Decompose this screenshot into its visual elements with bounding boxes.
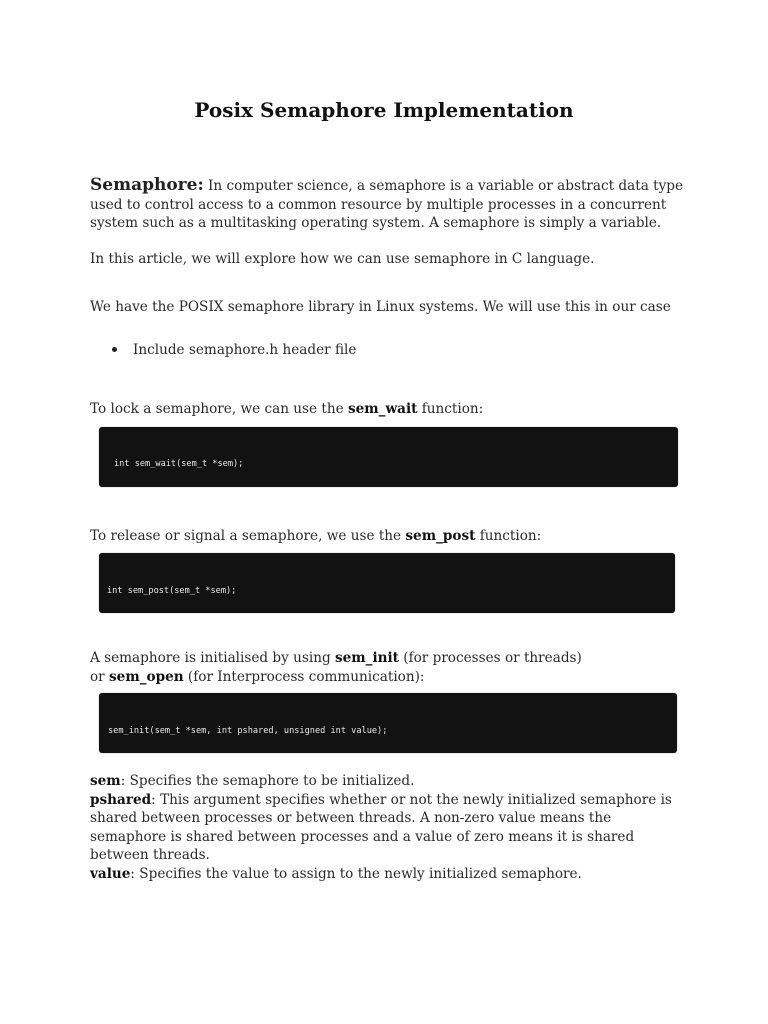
code-sem-wait: int sem_wait(sem_t *sem);: [114, 459, 244, 469]
bullet-dot: [112, 347, 117, 352]
lock-text-before: To lock a semaphore, we can use the: [90, 401, 348, 417]
param-sem: [90, 772, 690, 791]
bullet-text: Include semaphore.h header file: [133, 342, 357, 358]
param-desc-value: : Specifies the value to assign to the newly initialized semaphore.: [130, 865, 582, 882]
init-paragraph: [90, 649, 690, 686]
posix-paragraph: We have the POSIX semaphore library in Linux systems. We will use this in our case: [90, 299, 671, 315]
release-text-before: To release or signal a semaphore, we use the: [90, 528, 406, 544]
sem-wait-keyword: sem_wait: [347, 401, 418, 417]
init-text-middle: (for processes or threads): [398, 650, 582, 666]
param-desc-sem: : Specifies the semaphore to be initialized.: [120, 773, 415, 789]
param-name-pshared: pshared: [90, 791, 152, 808]
param-value: [90, 865, 690, 884]
article-paragraph: In this article, we will explore how we can use semaphore in C language.: [90, 251, 595, 267]
lock-text-after: function:: [417, 401, 484, 417]
bullet-list-item: [112, 341, 672, 360]
code-sem-post: int sem_post(sem_t *sem);: [107, 586, 237, 596]
sem-init-keyword: sem_init: [334, 650, 399, 666]
param-name-value: value: [90, 865, 131, 882]
code-block-sem-wait: [99, 427, 678, 487]
code-block-sem-init: [99, 693, 677, 753]
code-sem-init: sem_init(sem_t *sem, int pshared, unsigned int value);: [108, 726, 388, 736]
init-text-after: (for Interprocess communication):: [183, 668, 425, 685]
init-text-before: A semaphore is initialised by using: [90, 650, 335, 666]
intro-text: In computer science, a semaphore is a variable or abstract data type used to control access to a common resource by multiple processes in a concurrent system such as a multitasking operating system. A semaphore is simply a variable.: [90, 178, 684, 231]
code-block-sem-post: [99, 553, 675, 613]
param-name-sem: sem: [90, 773, 121, 789]
sem-open-keyword: sem_open: [109, 668, 184, 685]
sem-post-keyword: sem_post: [405, 528, 476, 544]
page-title: Posix Semaphore Implementation: [194, 98, 574, 122]
init-text-or: or: [90, 668, 110, 685]
parameter-descriptions: [90, 772, 690, 883]
param-pshared: [90, 791, 690, 865]
param-desc-pshared: : This argument specifies whether or not the newly initialized semaphore is shared between processes or between threads. A non-zero value means the semaphore is shared between processes and a value of zero means it is shared between threads.: [90, 791, 672, 863]
lock-paragraph: [90, 400, 690, 419]
intro-paragraph: [90, 176, 690, 233]
semaphore-heading: Semaphore:: [90, 175, 204, 195]
release-text-after: function:: [475, 528, 542, 544]
release-paragraph: [90, 527, 690, 546]
